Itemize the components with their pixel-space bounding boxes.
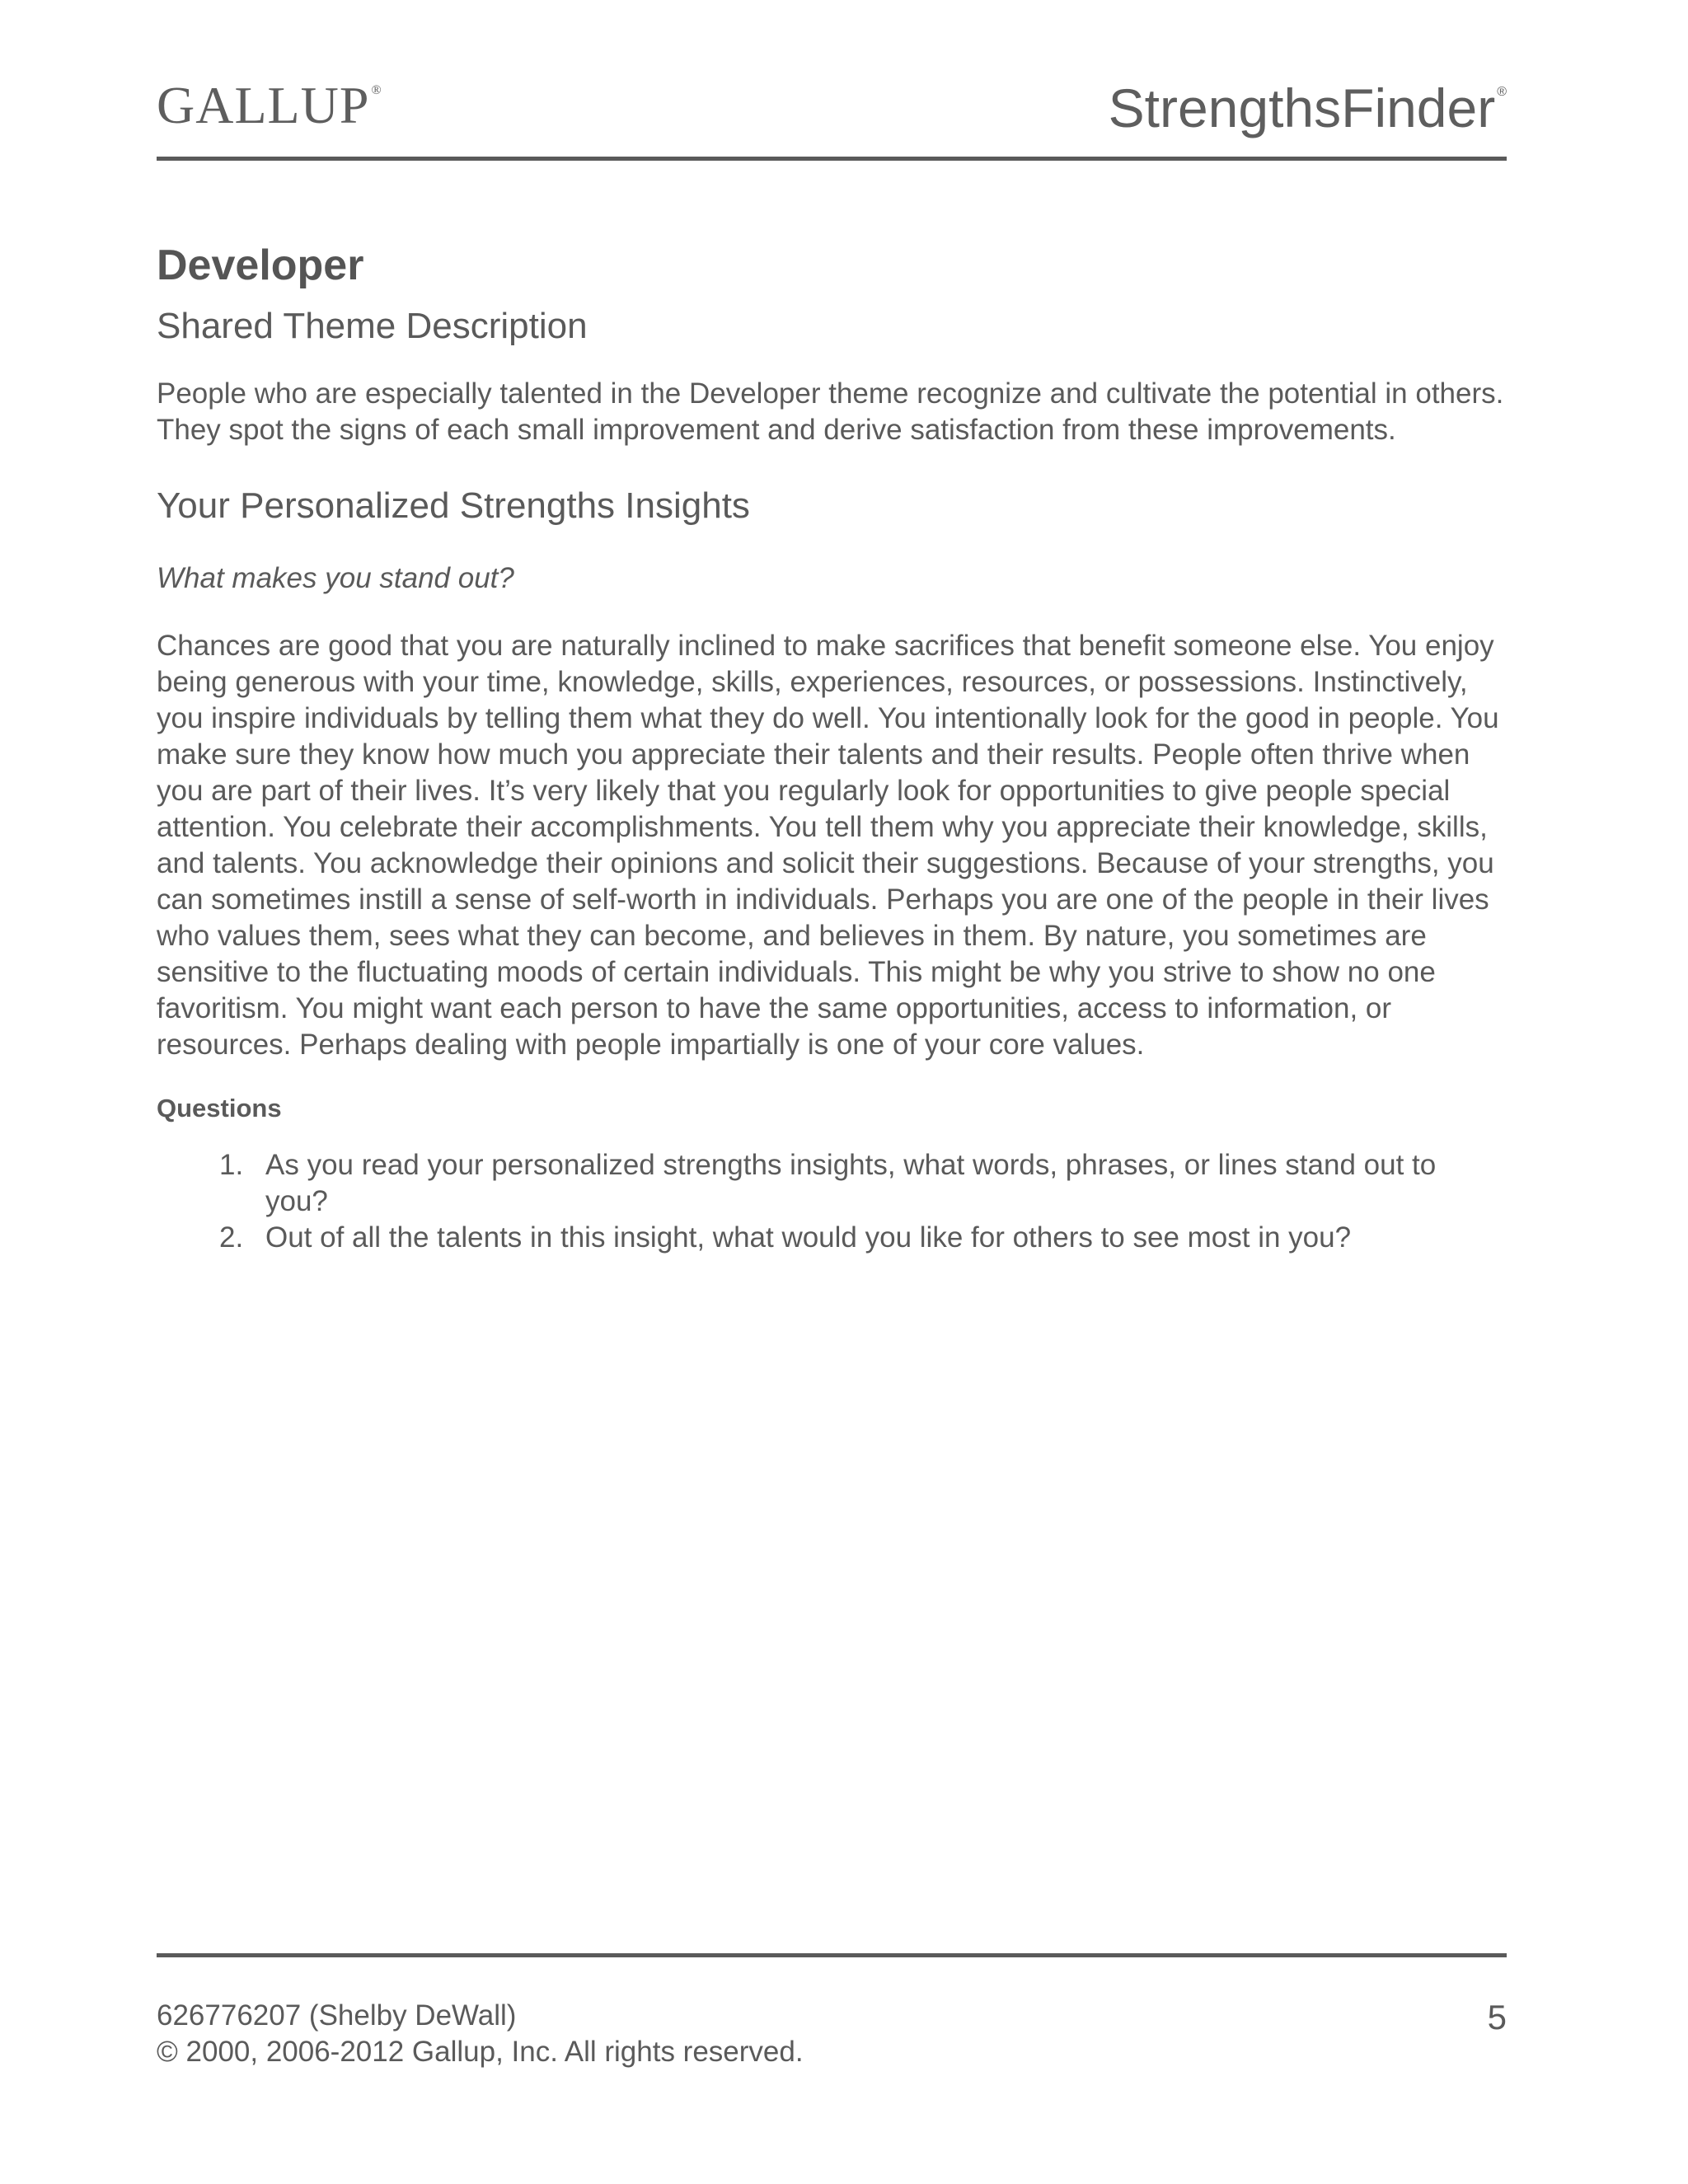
footer-info <box>157 1998 1507 2070</box>
gallup-logo-text: GALLUP <box>157 76 370 134</box>
shared-theme-heading: Shared Theme Description <box>157 306 588 346</box>
gallup-logo <box>157 76 382 134</box>
report-id-line: 626776207 (Shelby DeWall) <box>157 1999 517 2032</box>
question-item <box>157 1220 1502 1256</box>
question-number: 1. <box>219 1149 244 1181</box>
question-number: 2. <box>219 1221 244 1254</box>
personalized-insights-text: Chances are good that you are naturally inclined to make sacrifices that benefit someone else. You enjoy being generous with your time, knowledge, skills, experiences, resources, or possessions. Instinctively, you inspire individuals by telling them what they do well. You intentionally look for the good in people. You make sure they know how much you appreciate their talents and their results. People often thrive when you are part of their lives. It’s very likely that you regularly look for opportunities to give people special attention. You celebrate their accomplishments. You tell them why you appreciate their knowledge, skills, and talents. You acknowledge their opinions and solicit their suggestions. Because of your strengths, you can sometimes instill a sense of self-worth in individuals. Perhaps you are one of the people in their lives who values them, sees what they can become, and believes in them. By nature, you sometimes are sensitive to the fluctuating moods of certain individuals. This might be why you strive to show no one favoritism. You might want each person to have the same opportunities, access to information, or resources. Perhaps dealing with people impartially is one of your core values. <box>157 630 1499 1061</box>
page-number: 5 <box>1487 1998 1507 2036</box>
page-footer <box>157 1998 1507 2070</box>
questions-label: Questions <box>157 1094 282 1122</box>
registered-mark: ® <box>371 83 382 97</box>
main-content <box>157 239 1508 1256</box>
question-text: Out of all the talents in this insight, what would you like for others to see most in you? <box>265 1221 1352 1254</box>
registered-mark: ® <box>1497 85 1507 99</box>
theme-title: Developer <box>157 241 364 289</box>
page-header <box>157 73 1507 158</box>
personalized-insights-heading: Your Personalized Strengths Insights <box>157 485 750 526</box>
strengthsfinder-logo <box>1108 77 1507 138</box>
questions-list <box>157 1147 1508 1256</box>
question-item <box>157 1147 1502 1220</box>
footer-divider <box>157 1953 1507 1957</box>
copyright-line: © 2000, 2006-2012 Gallup, Inc. All rights reserved. <box>157 2036 804 2068</box>
stand-out-subheading: What makes you stand out? <box>157 562 514 594</box>
header-divider <box>157 157 1507 161</box>
shared-theme-description: People who are especially talented in the Developer theme recognize and cultivate the potential in others. They spot the signs of each small improvement and derive satisfaction from these improvements. <box>157 377 1504 446</box>
question-text: As you read your personalized strengths insights, what words, phrases, or lines stand out to you? <box>265 1149 1437 1217</box>
strengthsfinder-logo-text: StrengthsFinder <box>1108 77 1496 138</box>
